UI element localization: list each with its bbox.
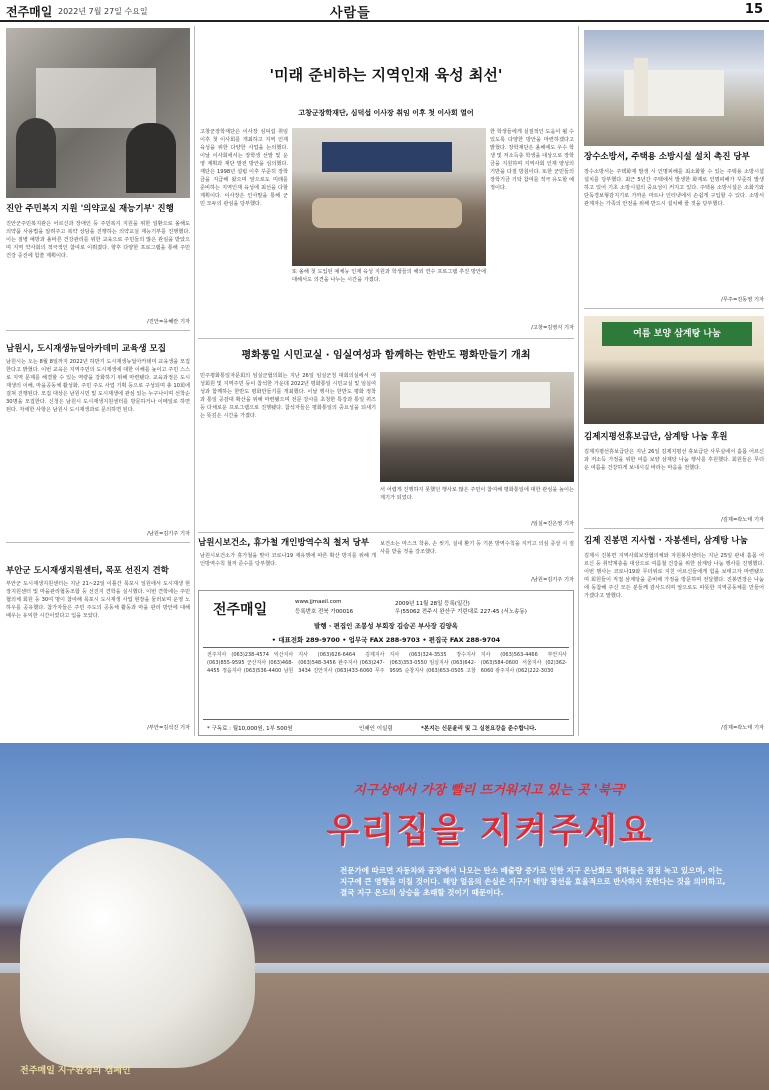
article-body: 김제지평선휴보급단은 지난 26일 김제지평선 휴보급단 사무실에서 홀몸 어르신과 저소득 가정을 위한 여름 보양 삼계탕 나눔 행사를 후원했다. 회원들은 무더운 여름을 건강하게 보내시길 바라는 마음을 전했다.: [584, 449, 764, 471]
masthead-box: [198, 590, 574, 736]
masthead-ethics: *본지는 신문윤리 및 그 실천요강을 준수합니다.: [421, 726, 537, 732]
polar-bear-illustration: [20, 838, 255, 1068]
article-body: 민주평화통일자문회의 임실군협의회는 지난 26일 임실군청 대회의실에서 여성회원 및 지역주민 등이 참석한 가운데 2022년 평화통일 시민교실 및 임실여성과 함께하는 한반도 평화만들기를 개최했다. 이날 행사는 한반도 평화 정착과 통일 공감대 확산을 위해 마련됐으며 전문 강사를 초청한 특강과 통일 퀴즈 등 다채로운 프로그램으로 진행됐다. 참석자들은 평화통일의 중요성을 되새기는 뜻깊은 시간을 가졌다.: [200, 373, 376, 419]
article-headline: 김제 진봉면 지사협 · 자봉센터, 삼계탕 나눔: [584, 536, 748, 546]
article-headline: 장수소방서, 주택용 소방시설 설치 촉진 당부: [584, 152, 750, 162]
article-body: 또 올해 첫 도입된 예체능 인재 육성 지원과 학생들의 해외 연수 프로그램 추진 방안에 대해서도 의견을 나누는 시간을 가졌다.: [292, 269, 486, 283]
article-photo: [584, 30, 764, 146]
article-byline: /임실=진은영 기자: [531, 521, 574, 527]
photo-banner: 여름 보양 삼계탕 나눔: [602, 322, 752, 346]
ad-subtitle: 지구상에서 가장 빨리 뜨거워지고 있는 곳 '북극': [353, 783, 627, 798]
article-photo: [380, 372, 574, 482]
feature-headline: '미래 준비하는 지역인재 육성 최선': [269, 66, 503, 84]
divider: [6, 542, 190, 543]
section-title: 사람들: [330, 6, 371, 21]
article-photo: [292, 128, 486, 266]
article-byline: /진안=유혜란 기자: [147, 319, 190, 325]
masthead-printer: 인쇄인 이실림: [359, 726, 393, 732]
article-headline: 평화통일 시민교실 · 임실여성과 함께하는 한반도 평화만들기 개최: [241, 350, 531, 361]
article-byline: /남원=김기주 기자: [147, 531, 190, 537]
masthead-staff: 발행 · 편집인 조봉성 부회장 김승곤 부사장 김양옥: [314, 622, 458, 630]
campaign-advertisement: [0, 743, 769, 1090]
article-body: 보건소는 마스크 착용, 손 씻기, 실내 환기 등 기본 방역수칙을 지키고 의심 증상 시 검사를 받을 것을 강조했다.: [380, 541, 574, 555]
article-body: 남원시보건소가 휴가철을 맞아 코로나19 재유행에 따른 확산 방지를 위해 개인방역수칙 철저 준수를 당부했다.: [200, 553, 376, 567]
article-byline: /무주=진동영 기자: [721, 297, 764, 303]
masthead-reg-date: 2009년 11월 28일 등록(일간): [395, 601, 470, 607]
column-rule: [578, 26, 579, 736]
article-body: 한 학생들에게 실질적인 도움이 될 수 있도록 다양한 방안을 마련하겠다고 밝혔다. 장학재단은 올해에도 우수 학생 및 저소득층 학생을 대상으로 장학금을 지원하며 지역사회 인재 양성의 기반을 다질 방침이다. 또한 군민들의 장학기금 기탁 참여를 적극 유도할 예정이다.: [490, 129, 574, 191]
article-headline: 부안군 도시재생지원센터, 목포 선진지 견학: [6, 566, 169, 576]
divider: [198, 338, 574, 339]
article-byline: /김제=곽노태 기자: [721, 725, 764, 731]
masthead-logo: 전주매일: [213, 602, 268, 618]
column-rule: [194, 26, 195, 736]
article-byline: /김제=곽노태 기자: [721, 517, 764, 523]
article-body: 남원시는 오는 8월 8일까지 2022년 하반기 도시재생뉴딜아카데미 교육생을 모집한다고 밝혔다. 이번 교육은 지역주민의 도시재생에 대한 이해를 높이고 주민 스스로 지역 문제를 해결할 수 있는 역량을 강화하기 위해 마련됐다. 교육과정은 도시재생의 이해, 마을공동체 활성화, 주민 주도 사업 기획 등으로 구성되며 총 10회에 걸쳐 진행된다. 모집 대상은 남원시민 및 도시재생에 관심 있는 누구나이며 선착순 30명을 모집한다. 신청은 남원시 도시재생지원센터를 방문하거나 이메일로 하면 된다. 자세한 사항은 남원시 도시재생과로 문의하면 된다.: [6, 359, 190, 413]
divider: [6, 330, 190, 331]
article-headline: 남원시보건소, 휴가철 개인방역수칙 철저 당부: [198, 538, 370, 548]
article-body: 장수소방서는 주택화재 발생 시 인명피해를 최소화할 수 있는 주택용 소방시설 설치를 당부했다. 최근 5년간 주택에서 발생한 화재로 인명피해가 꾸준히 발생하고 있어 기초 소방시설의 중요성이 커지고 있다. 주택용 소방시설은 소화기와 단독경보형감지기로 가까운 마트나 인터넷에서 손쉽게 구입할 수 있다. 소방서 관계자는 가족의 안전을 위해 반드시 설치해 줄 것을 당부했다.: [584, 169, 764, 207]
feature-subtitle: 고창군장학재단, 심덕섭 이사장 취임 이후 첫 이사회 열어: [298, 109, 474, 117]
article-body: 서 어렵게 진행하지 못했던 행사로 많은 주민이 참여해 평화통일에 대한 관심을 높이는 계기가 되었다.: [380, 487, 574, 501]
divider: [584, 308, 764, 309]
masthead-url[interactable]: www.jjmaeil.com: [295, 599, 342, 605]
ad-credit: 전주매일 지구환경의 캠페인: [20, 1066, 131, 1076]
article-headline: 진안 주민복지 지원 '의약교실 재능기부' 진행: [6, 204, 174, 214]
bureau-phone-list: 전주지사 (063)238-4574 익산지사 (063)855-9595 군산지사 (063)468-4455 정읍지사 (063)536-4400 남원지사 (063)626-6464 김제지사 (063)548-3456 완주지사 (063)247-3434 진안지사 (063)433-6060 무주지사 (063)324-3535 장수지사 (063)353-0550 임실지사 (063)642-9595 순창지사 (063)653-0505 고창지사 (063)563-4466 부안지사 (063)584-0600 서울지사 (02)362-6060 광주지사 (062)222-3030: [207, 652, 567, 674]
divider: [584, 528, 764, 529]
article-byline: /부안=김석진 기자: [147, 725, 190, 731]
issue-date: 2022년 7월 27일 수요일: [58, 7, 148, 16]
article-byline: /고창=김영식 기자: [531, 325, 574, 331]
masthead-phones: • 대표전화 289-9700 • 업무국 FAX 288-9703 • 편집국 FAX 288-9704: [271, 636, 501, 644]
newspaper-logo: 전주매일: [6, 5, 53, 19]
divider: [198, 532, 574, 533]
article-headline: 김제지평선휴보급단, 삼계탕 나눔 후원: [584, 432, 728, 442]
article-body: 고창군장학재단은 이사장 심덕섭 취임 이후 첫 이사회를 개최하고 지역 인재 육성을 위한 다양한 사업을 논의했다. 이날 이사회에서는 장학생 선발 및 운영 계획과 재단 발전 방안을 심의했다. 재단은 1998년 설립 이후 꾸준히 장학금을 지급해 왔으며 앞으로도 미래를 준비하는 지역인재 육성에 최선을 다할 계획이다. 이사장은 인사말을 통해 군민 모두의 관심을 당부했다.: [200, 129, 288, 207]
article-body: 진안군주민복지관은 어르신과 장애인 등 주민복지 지원을 위한 일환으로 올해도 의약품 사용법을 알려주고 복약 상담을 진행하는 의약교실 재능기부를 진행했다. 이는 질병 예방과 올바른 건강관리를 위한 교육으로 주민들의 많은 관심을 받았으며 지역 약사회의 적극적인 참여로 이뤄졌다. 향후 다양한 프로그램을 통해 주민 건강 증진에 힘쓸 계획이다.: [6, 221, 190, 259]
masthead-subscription: * 구독료 : 월10,000원, 1부 500원: [207, 726, 293, 732]
article-headline: 남원시, 도시재생뉴딜아카데미 교육생 모집: [6, 344, 166, 354]
ad-text: 전문가에 따르면 자동차와 공장에서 나오는 탄소 배출량 증가로 인한 지구 온난화로 빙하들은 점점 녹고 있으며, 이는 지구에 큰 영향을 미칠 것이다. 해양 얼음의 손실은 지구가 태양 광선을 효율적으로 반사하지 못한다는 것을 의미하고, 결국 지구 온도의 상승을 초래할 것이기 때문이다.: [340, 866, 726, 897]
article-body: 부안군 도시재생지원센터는 지난 21~22일 이틀간 목포시 일원에서 도시재생 현장지원센터 및 마을관리협동조합 등 선진지 견학을 실시했다. 이번 견학에는 주민협의체 회원 등 30여 명이 참여해 목포시 도시재생 사업 현장을 둘러보며 운영 노하우를 공유했다. 참가자들은 주민 주도의 공동체 활동과 마을 관리 방안에 대해 배우는 유익한 시간이었다고 입을 모았다.: [6, 581, 190, 619]
article-byline: /남원=김기주 기자: [531, 577, 574, 583]
page-header: [0, 0, 769, 22]
article-photo: [584, 316, 764, 424]
masthead-reg: 등록번호 전북 가00016: [295, 609, 354, 615]
masthead-address: 우)55062 전주시 완산구 기린대로 227-45 (서노송동): [395, 609, 527, 615]
ad-headline: 우리집을 지켜주세요: [326, 811, 654, 851]
article-body: 김제시 진봉면 지역사회보장협의체와 자원봉사센터는 지난 25일 관내 홀몸 어르신 등 취약계층을 대상으로 여름철 건강을 위한 삼계탕 나눔 행사를 진행했다. 이번 행사는 코로나19와 무더위로 지친 어르신들에게 힘을 보태고자 마련됐으며 회원들이 직접 삼계탕을 준비해 가정을 방문하며 전달했다. 진봉면장은 나눔에 동참해 주신 모든 분들께 감사드리며 앞으로도 따뜻한 지역공동체를 만들어 가겠다고 말했다.: [584, 553, 764, 599]
article-photo: [6, 28, 190, 198]
page-number: 15: [744, 2, 763, 17]
